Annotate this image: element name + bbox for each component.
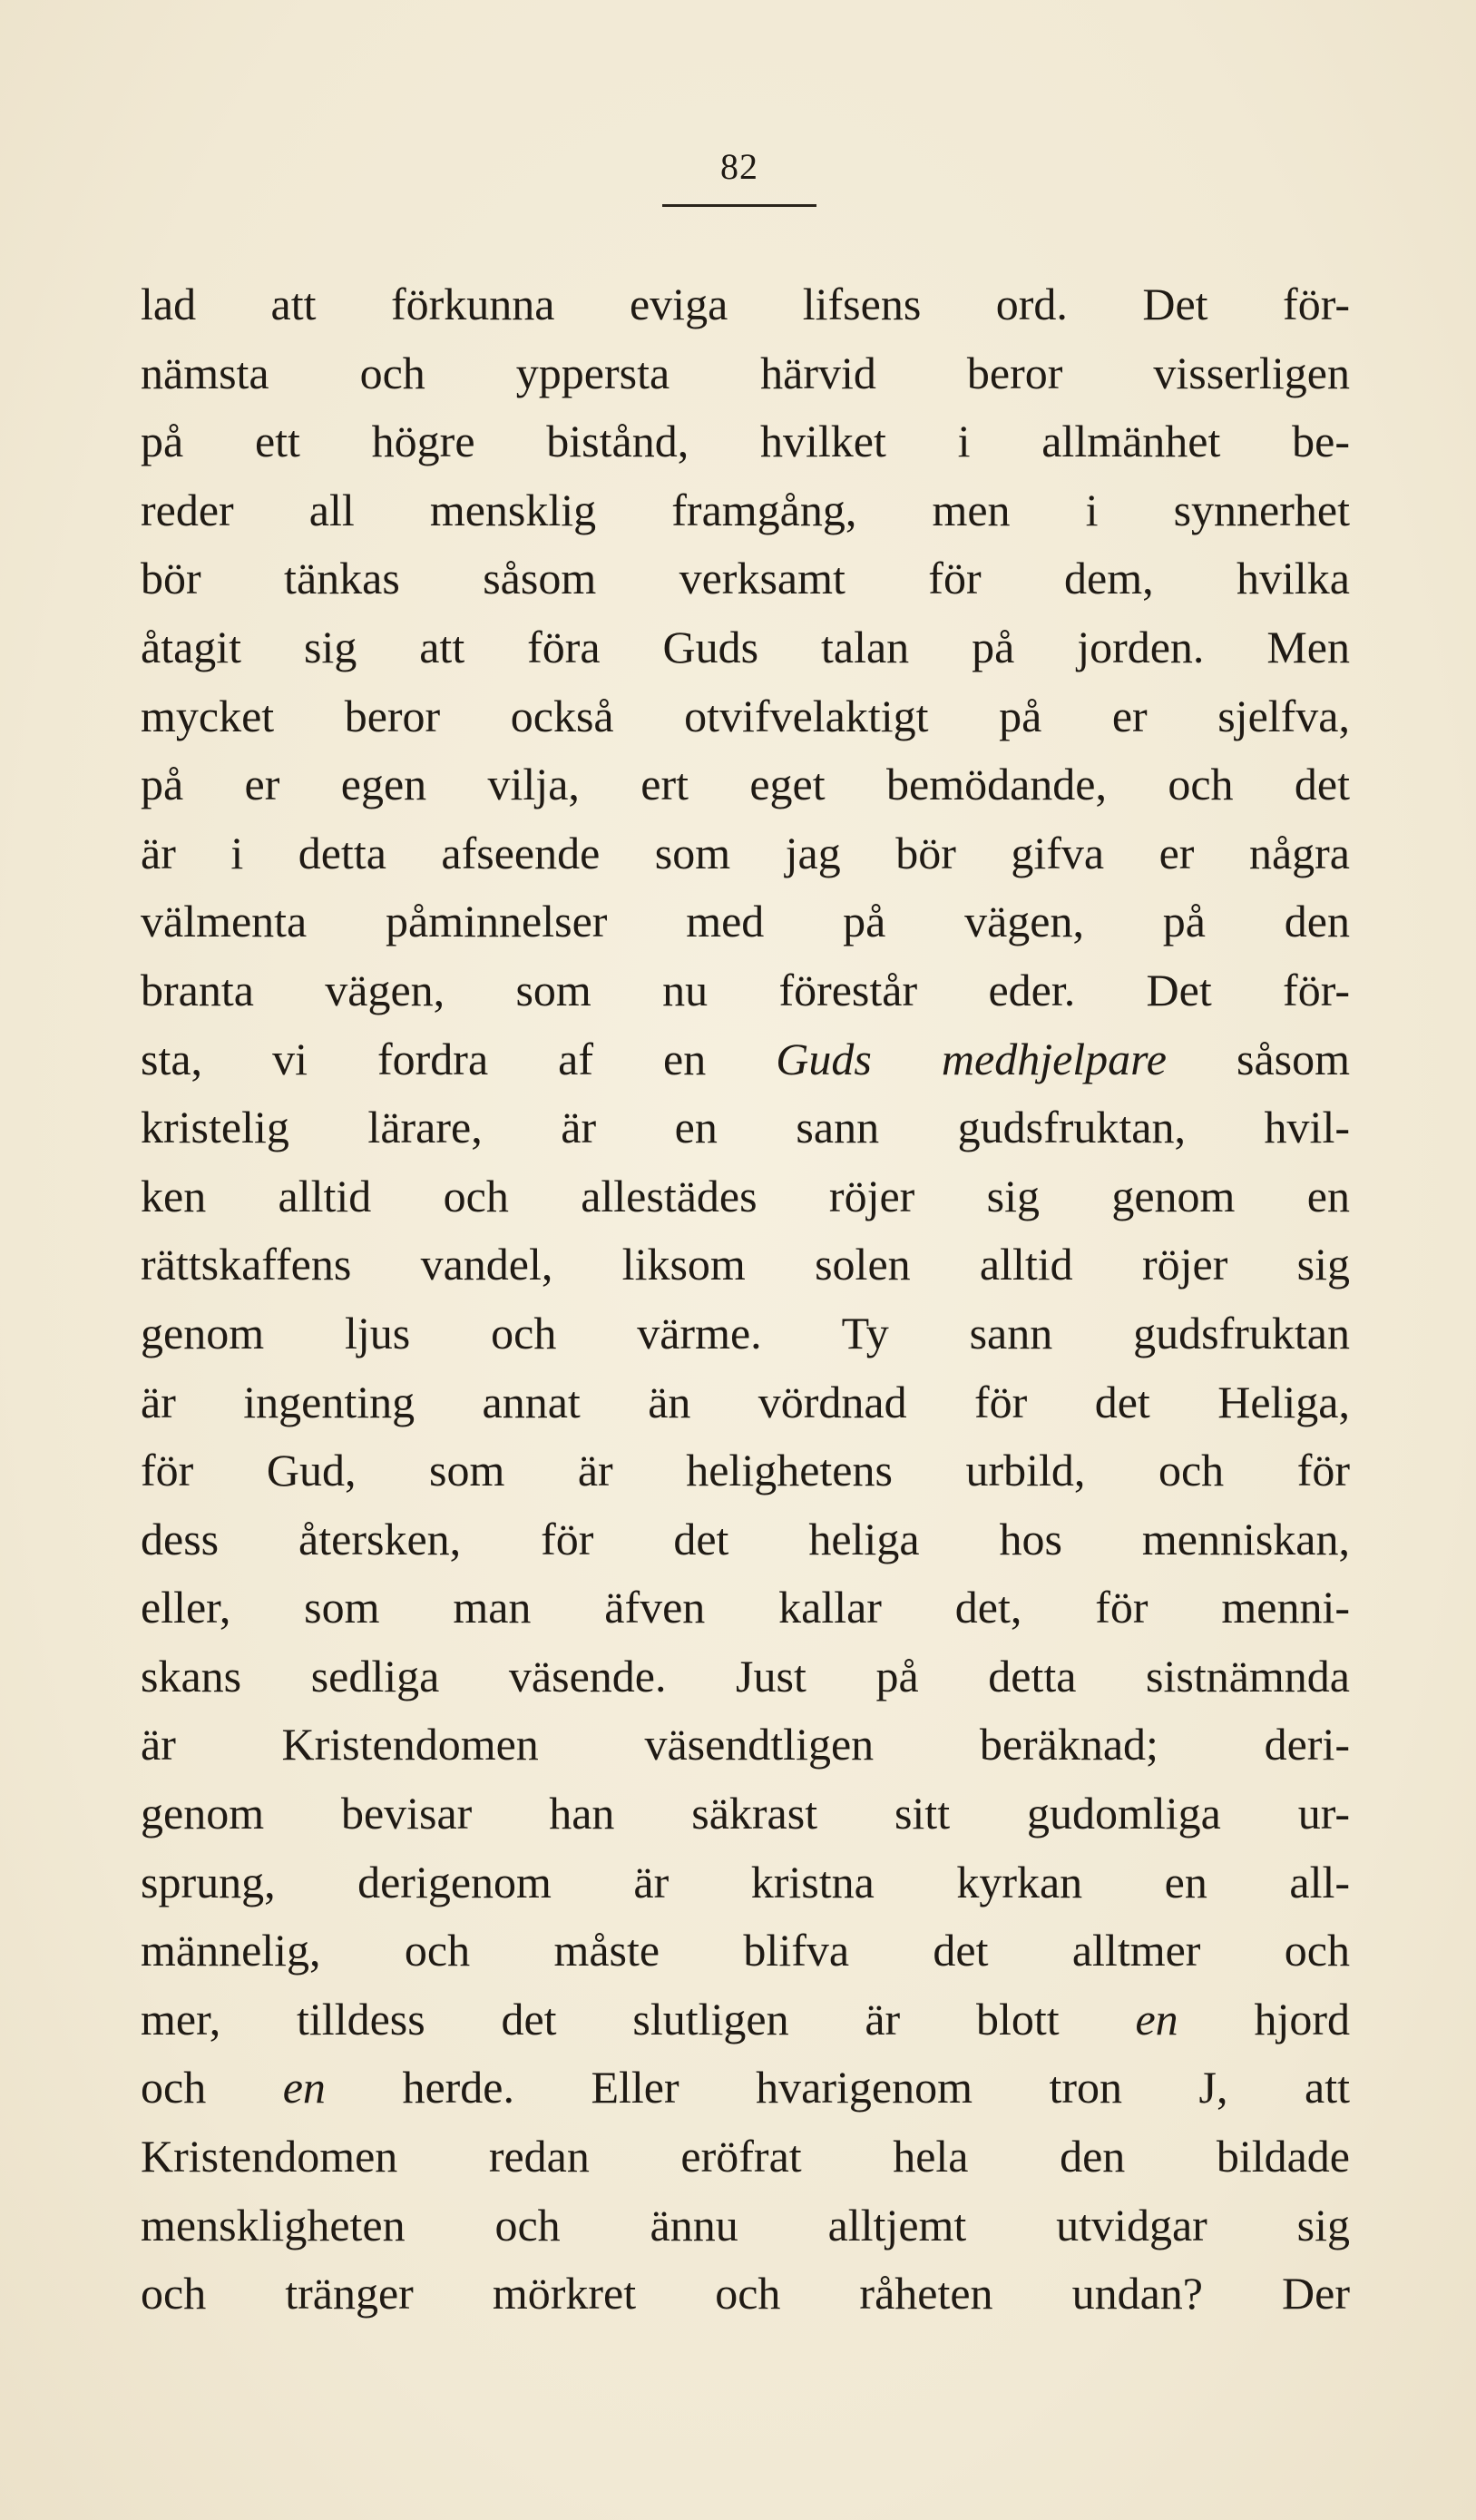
- text-line: dess återsken, för det heliga hos menniskan,: [141, 1513, 1350, 1564]
- text-line: välmenta påminnelser med på vägen, på den: [141, 896, 1350, 947]
- text-line: kristelig lärare, är en sann gudsfruktan, hvil-: [141, 1102, 1350, 1153]
- text-line: männelig, och måste blifva det alltmer och: [141, 1925, 1350, 1976]
- text-line: rättskaffens vandel, liksom solen alltid röjer sig: [141, 1239, 1350, 1290]
- text-line: nämsta och yppersta härvid beror visserligen: [141, 347, 1350, 398]
- text-segment: hjord: [1254, 1993, 1350, 2044]
- text-line: mycket beror också otvifvelaktigt på er sjelfva,: [141, 690, 1350, 741]
- text-segment: sta, vi fordra af en: [141, 1033, 707, 1084]
- text-line: är i detta afseende som jag bör gifva er några: [141, 827, 1350, 878]
- text-line: menskligheten och ännu alltjemt utvidgar sig: [141, 2199, 1350, 2250]
- text-line: Kristendomen redan eröfrat hela den bildade: [141, 2131, 1350, 2182]
- text-line: skans sedliga väsende. Just på detta sistnämnda: [141, 1650, 1350, 1701]
- text-line: bör tänkas såsom verksamt för dem, hvilka: [141, 553, 1350, 604]
- page-number-rule: [662, 204, 816, 207]
- text-line-mixed: [141, 1986, 1350, 2054]
- text-line: ken alltid och allestädes röjer sig genom en: [141, 1170, 1350, 1221]
- text-segment: såsom: [1237, 1033, 1350, 1084]
- text-line: är Kristendomen väsendtligen beräknad; deri-: [141, 1719, 1350, 1770]
- text-line: reder all mensklig framgång, men i synnerhet: [141, 484, 1350, 535]
- text-segment: mer, tilldess det slutligen är blott: [141, 1993, 1060, 2044]
- text-line: är ingenting annat än vördnad för det Heliga,: [141, 1376, 1350, 1427]
- italic-word: en: [282, 2062, 326, 2113]
- text-line-mixed: [141, 1025, 1350, 1094]
- text-line-mixed: [141, 2054, 1350, 2123]
- text-line: lad att förkunna eviga lifsens ord. Det för-: [141, 279, 1350, 329]
- text-line: på ett högre bistånd, hvilket i allmänhet be-: [141, 416, 1350, 467]
- text-line: branta vägen, som nu förestår eder. Det för-: [141, 964, 1350, 1015]
- text-line: åtagit sig att föra Guds talan på jorden. Men: [141, 621, 1350, 672]
- page-number: 82: [720, 146, 758, 187]
- text-line: för Gud, som är helighetens urbild, och för: [141, 1445, 1350, 1496]
- text-line: och tränger mörkret och råheten undan? Der: [141, 2268, 1350, 2319]
- text-line: genom bevisar han säkrast sitt gudomliga ur-: [141, 1788, 1350, 1839]
- text-segment: herde. Eller hvarigenom tron J, att: [402, 2062, 1350, 2113]
- text-line: på er egen vilja, ert eget bemödande, och det: [141, 759, 1350, 810]
- text-line: eller, som man äfven kallar det, för menni-: [141, 1582, 1350, 1633]
- italic-word: en: [1135, 1993, 1178, 2044]
- text-line: sprung, derigenom är kristna kyrkan en all-: [141, 1856, 1350, 1907]
- italic-phrase: Guds medhjelpare: [776, 1033, 1167, 1084]
- text-segment: och: [141, 2062, 207, 2113]
- body-text: [141, 270, 1350, 2329]
- text-line: genom ljus och värme. Ty sann gudsfruktan: [141, 1307, 1350, 1358]
